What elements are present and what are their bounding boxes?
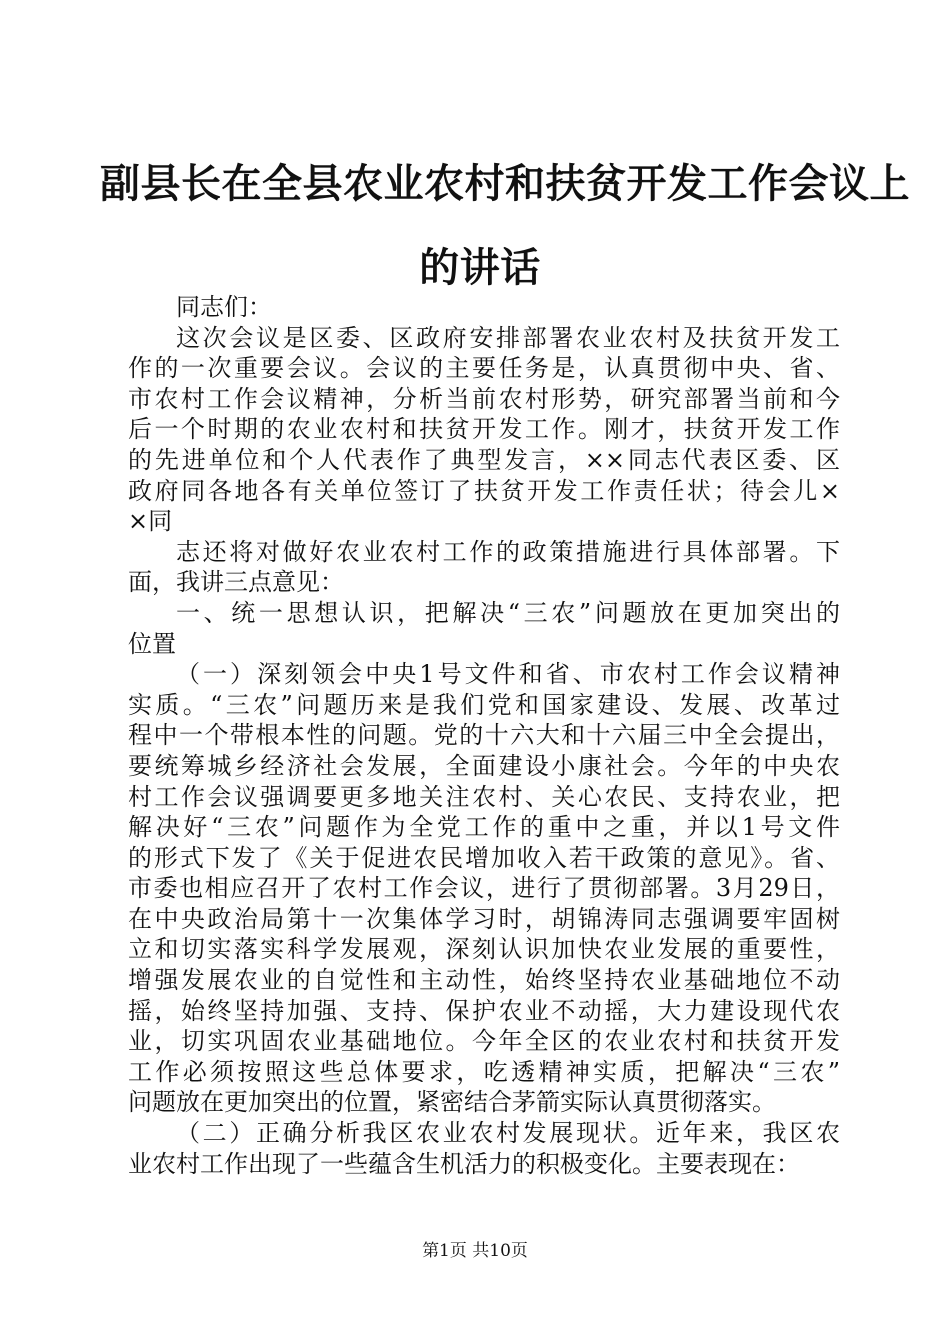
body-line: 实质。“三农”问题历来是我们党和国家建设、发展、改革过 xyxy=(128,690,840,719)
body-line: 村工作会议强调要更多地关注农村、关心农民、支持农业，把 xyxy=(128,782,840,811)
body-line: 这次会议是区委、区政府安排部署农业农村及扶贫开发工 xyxy=(176,323,840,352)
body-line: 要统筹城乡经济社会发展，全面建设小康社会。今年的中央农 xyxy=(128,751,840,780)
body-line: 摇，始终坚持加强、支持、保护农业不动摇，大力建设现代农 xyxy=(128,996,840,1025)
body-line: （一）深刻领会中央1号文件和省、市农村工作会议精神 xyxy=(176,660,840,689)
body-line: 市委也相应召开了农村工作会议，进行了贯彻部署。3月29日， xyxy=(128,874,840,903)
body-line: 一、统一思想认识，把解决“三农”问题放在更加突出的 xyxy=(176,598,840,627)
body-line: 在中央政治局第十一次集体学习时，胡锦涛同志强调要牢固树 xyxy=(128,904,840,933)
body-line: ×同 xyxy=(128,507,173,536)
body-line: 位置 xyxy=(128,629,176,658)
body-line: 的形式下发了《关于促进农民增加收入若干政策的意见》。省、 xyxy=(128,843,840,872)
body-line: 问题放在更加突出的位置，紧密结合茅箭实际认真贯彻落实。 xyxy=(128,1088,776,1117)
body-line: 面，我讲三点意见： xyxy=(128,568,344,597)
body-line: 的先进单位和个人代表作了典型发言，××同志代表区委、区 xyxy=(128,445,840,474)
body-line: 作的一次重要会议。会议的主要任务是，认真贯彻中央、省、 xyxy=(128,354,840,383)
body-line: 业农村工作出现了一些蕴含生机活力的积极变化。主要表现在： xyxy=(128,1149,800,1178)
body-line: 志还将对做好农业农村工作的政策措施进行具体部署。下 xyxy=(176,537,840,566)
body-line: 后一个时期的农业农村和扶贫开发工作。刚才，扶贫开发工作 xyxy=(128,415,840,444)
body-line: 政府同各地各有关单位签订了扶贫开发工作责任状；待会儿× xyxy=(128,476,840,505)
body-line: 解决好“三农”问题作为全党工作的重中之重，并以1号文件 xyxy=(128,813,840,842)
body-line: 程中一个带根本性的问题。党的十六大和十六届三中全会提出， xyxy=(128,721,840,750)
page-footer: 第1页 共10页 xyxy=(422,1241,528,1261)
document-title-line-2: 的讲话 xyxy=(419,245,541,291)
body-line: 同志们： xyxy=(176,293,272,321)
document-body xyxy=(128,292,840,1179)
body-line: 市农村工作会议精神，分析当前农村形势，研究部署当前和今 xyxy=(128,384,840,413)
document-title-line-1: 副县长在全县农业农村和扶贫开发工作会议上 xyxy=(100,161,910,207)
body-line: 业，切实巩固农业基础地位。今年全区的农业农村和扶贫开发 xyxy=(128,1027,840,1056)
body-line: 立和切实落实科学发展观，深刻认识加快农业发展的重要性， xyxy=(128,935,840,964)
body-line: （二）正确分析我区农业农村发展现状。近年来，我区农 xyxy=(176,1119,840,1148)
body-line: 增强发展农业的自觉性和主动性，始终坚持农业基础地位不动 xyxy=(128,966,840,995)
body-line: 工作必须按照这些总体要求，吃透精神实质，把解决“三农” xyxy=(128,1057,840,1086)
